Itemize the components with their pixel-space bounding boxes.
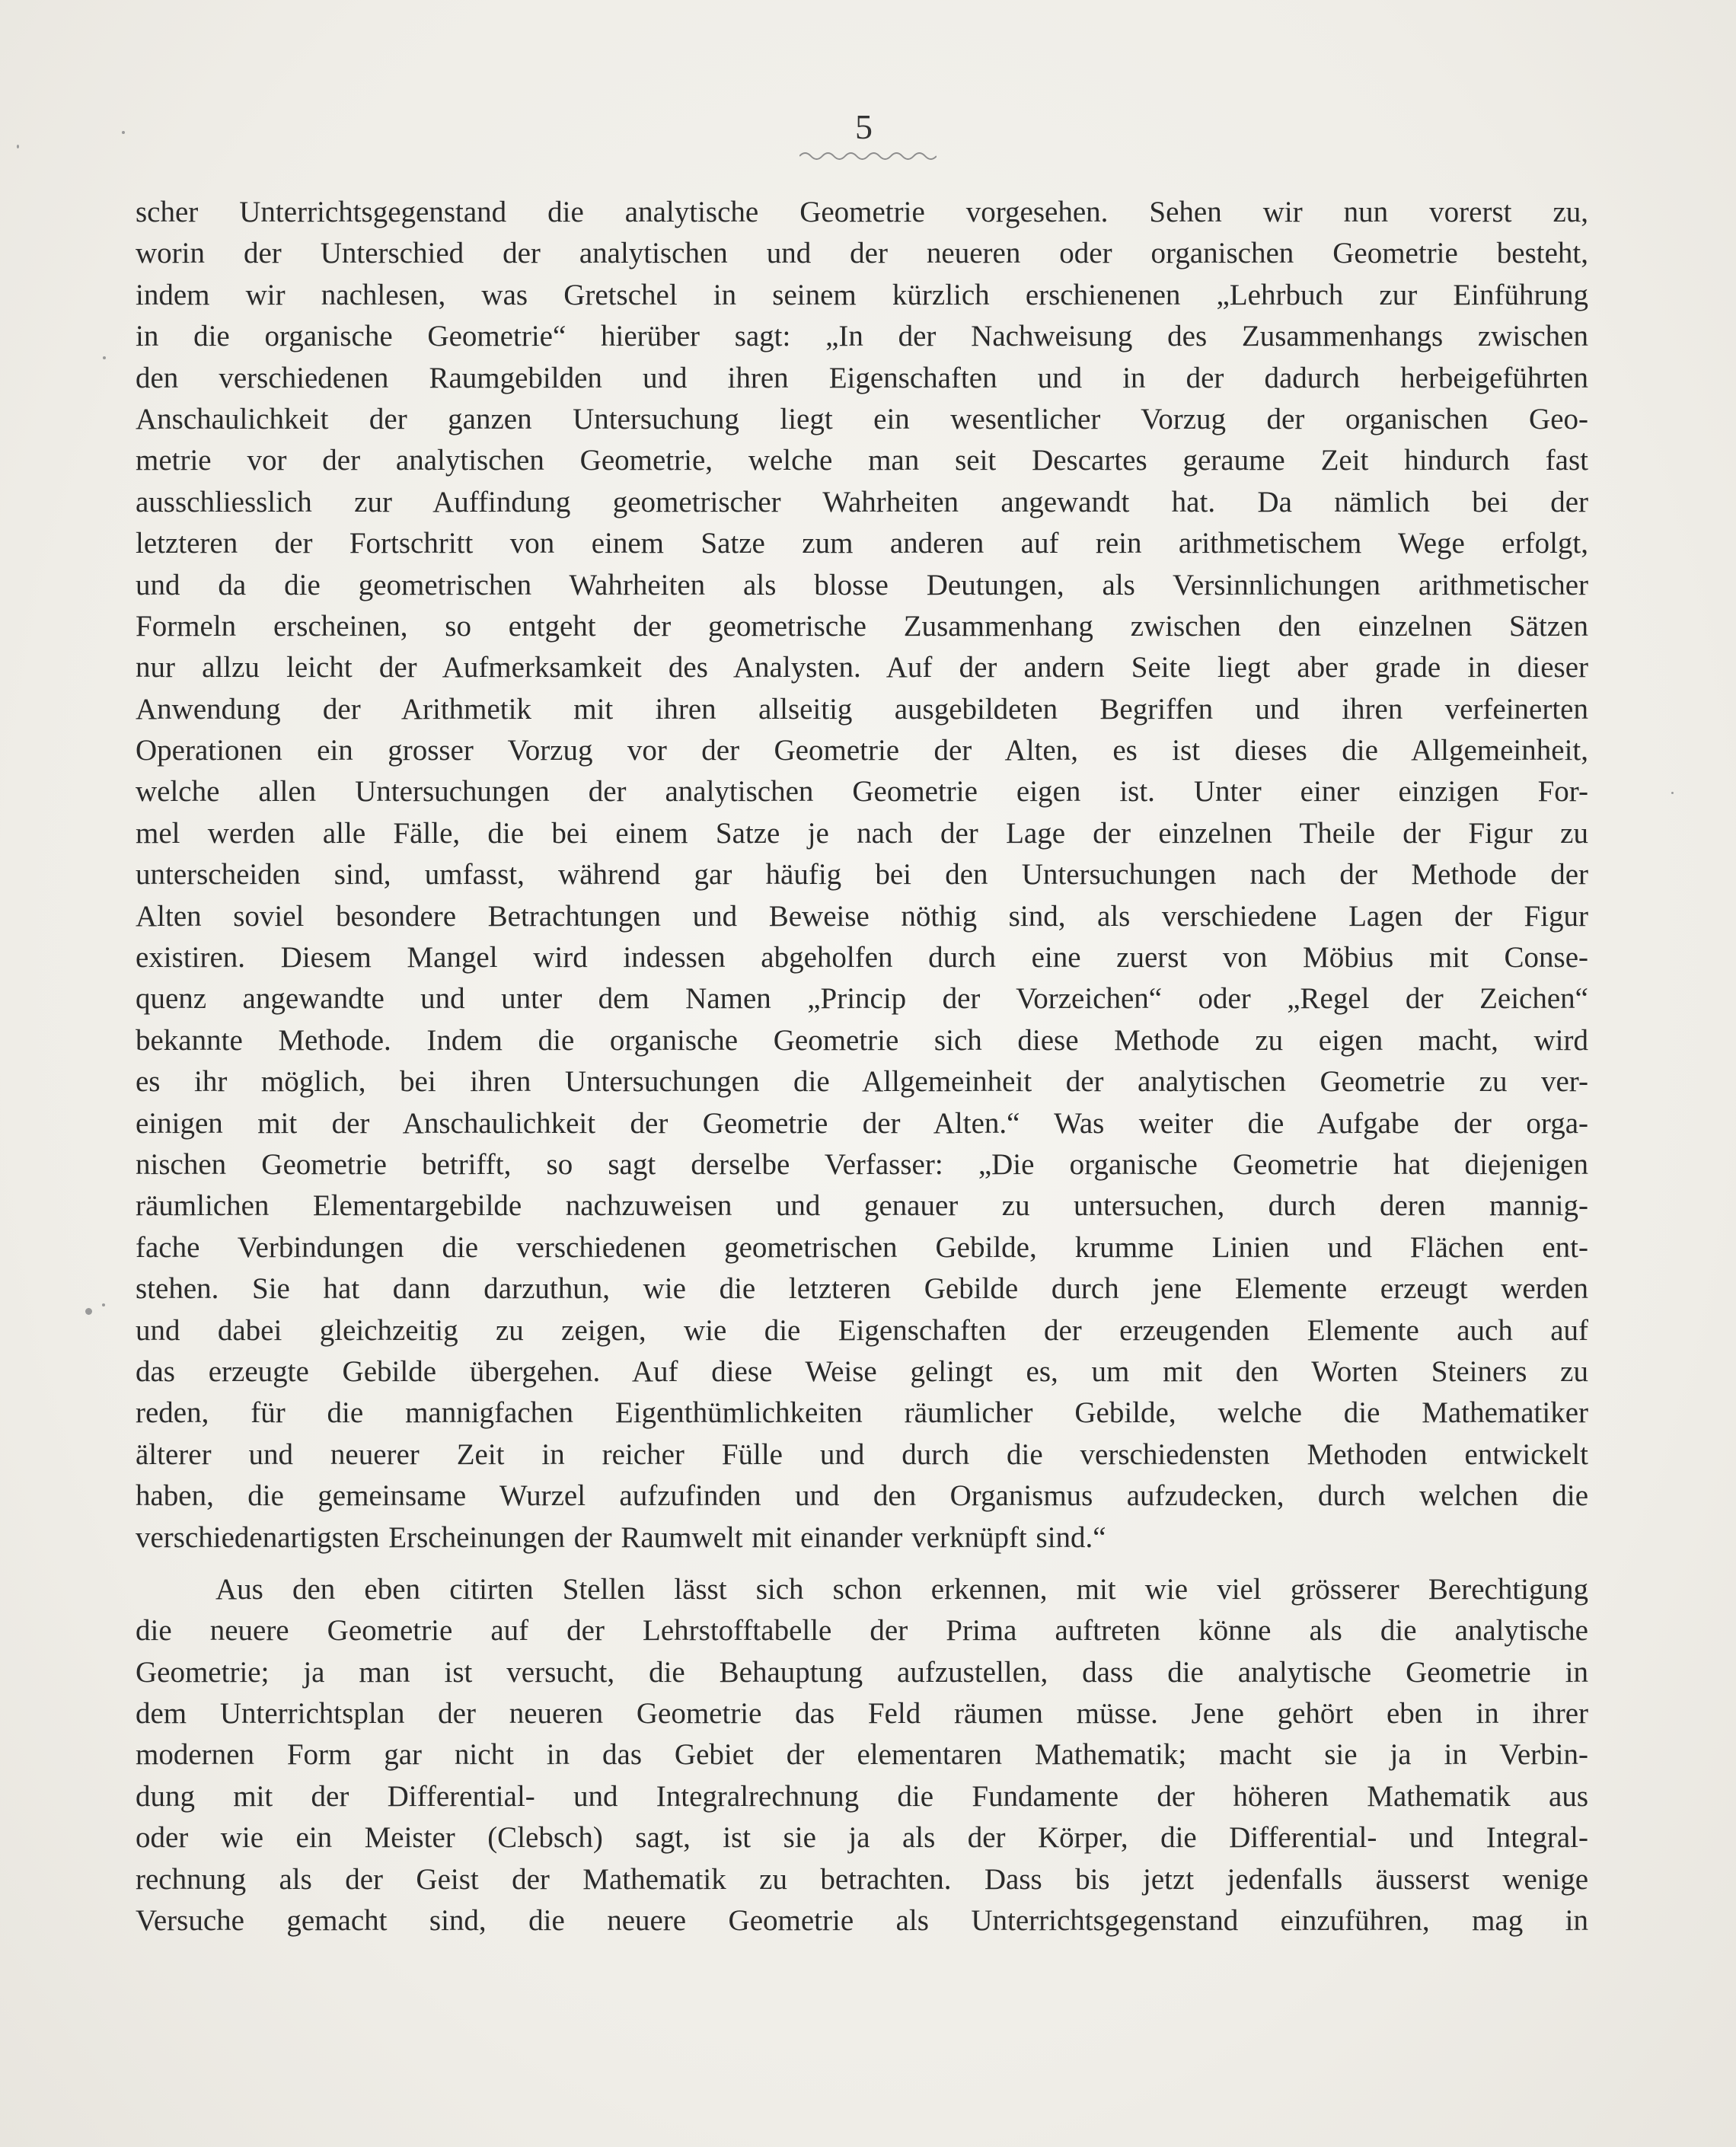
text-line: welche allen Untersuchungen der analytischen Geometrie eigen ist. Unter einer einzigen For- [136, 775, 1588, 809]
text-line: mel werden alle Fälle, die bei einem Satze je nach der Lage der einzelnen Theile der Figur zu [136, 816, 1588, 850]
text-line: haben, die gemeinsame Wurzel aufzufinden und den Organismus aufzudecken, durch welchen die [136, 1479, 1588, 1513]
paper-speck [85, 1308, 92, 1315]
text-line: oder wie ein Meister (Clebsch) sagt, ist sie ja als der Körper, die Differential- und Integral- [136, 1821, 1588, 1855]
text-line: rechnung als der Geist der Mathematik zu betrachten. Dass bis jetzt jedenfalls äusserst wenige [136, 1862, 1588, 1896]
text-line: nischen Geometrie betrifft, so sagt derselbe Verfasser: „Die organische Geometrie hat diejenigen [136, 1147, 1588, 1181]
paper-speck [17, 145, 19, 148]
text-line: Formeln erscheinen, so entgeht der geometrische Zusammenhang zwischen den einzelnen Sätzen [136, 609, 1588, 643]
text-line: dung mit der Differential- und Integralrechnung die Fundamente der höheren Mathematik aus [136, 1779, 1588, 1813]
paragraph [136, 1569, 1588, 1942]
text-line: das erzeugte Gebilde übergehen. Auf diese Weise gelingt es, um mit den Worten Steiners zu [136, 1354, 1588, 1388]
text-line: dem Unterrichtsplan der neueren Geometrie das Feld räumen müsse. Jene gehört eben in ihrer [136, 1697, 1588, 1731]
text-line: reden, für die mannigfachen Eigenthümlichkeiten räumlicher Gebilde, welche die Mathematiker [136, 1396, 1588, 1430]
text-line: räumlichen Elementargebilde nachzuweisen und genauer zu untersuchen, durch deren mannig- [136, 1189, 1588, 1223]
text-line: verschiedenartigsten Erscheinungen der Raumwelt mit einander verknüpft sind.“ [136, 1520, 1106, 1554]
paragraph [136, 192, 1588, 1558]
text-line: Alten soviel besondere Betrachtungen und Beweise nöthig sind, als verschiedene Lagen der Figur [136, 899, 1588, 933]
text-line: Anschaulichkeit der ganzen Untersuchung liegt ein wesentlicher Vorzug der organischen Geo- [136, 402, 1588, 435]
text-line: worin der Unterschied der analytischen und der neueren oder organischen Geometrie besteht, [136, 237, 1588, 270]
text-line: die neuere Geometrie auf der Lehrstofftabelle der Prima auftreten könne als die analytische [136, 1614, 1588, 1648]
text-line: modernen Form gar nicht in das Gebiet der elementaren Mathematik; macht sie ja in Verbin- [136, 1738, 1588, 1772]
text-line: quenz angewandte und unter dem Namen „Princip der Vorzeichen“ oder „Regel der Zeichen“ [136, 982, 1588, 1016]
body-text [136, 192, 1588, 1941]
text-line: und dabei gleichzeitig zu zeigen, wie die Eigenschaften der erzeugenden Elemente auch auf [136, 1313, 1588, 1347]
page-number: 5 [855, 107, 873, 146]
text-line: Versuche gemacht sind, die neuere Geometrie als Unterrichtsgegenstand einzuführen, mag in [136, 1904, 1588, 1938]
text-line: stehen. Sie hat dann darzuthun, wie die letzteren Gebilde durch jene Elemente erzeugt werden [136, 1272, 1588, 1306]
text-line: und da die geometrischen Wahrheiten als blosse Deutungen, als Versinnlichungen arithmetischer [136, 568, 1588, 601]
text-line: scher Unterrichtsgegenstand die analytische Geometrie vorgesehen. Sehen wir nun vorerst zu, [136, 196, 1588, 228]
text-line: Aus den eben citirten Stellen lässt sich schon erkennen, mit wie viel grösserer Berechtigung [215, 1572, 1588, 1606]
text-line: Geometrie; ja man ist versucht, die Behauptung aufzustellen, dass die analytische Geometrie in [136, 1655, 1588, 1689]
decorative-wavy-rule [799, 148, 937, 164]
text-line: bekannte Methode. Indem die organische Geometrie sich diese Methode zu eigen macht, wird [136, 1023, 1588, 1057]
text-line: älterer und neuerer Zeit in reicher Fülle und durch die verschiedensten Methoden entwickelt [136, 1437, 1588, 1471]
text-line: unterscheiden sind, umfasst, während gar häufig bei den Untersuchungen nach der Methode der [136, 858, 1588, 892]
text-line: nur allzu leicht der Aufmerksamkeit des Analysten. Auf der andern Seite liegt aber grade in dieser [136, 651, 1588, 684]
text-line: Operationen ein grosser Vorzug vor der Geometrie der Alten, es ist dieses die Allgemeinheit, [136, 734, 1588, 767]
paper-speck [1671, 792, 1674, 794]
paper-speck [103, 356, 106, 359]
text-line: Anwendung der Arithmetik mit ihren allseitig ausgebildeten Begriffen und ihren verfeinerten [136, 692, 1588, 726]
text-line: fache Verbindungen die verschiedenen geometrischen Gebilde, krumme Linien und Flächen ent- [136, 1230, 1588, 1264]
text-line: letzteren der Fortschritt von einem Satze zum anderen auf rein arithmetischem Wege erfolgt, [136, 527, 1588, 560]
text-line: existiren. Diesem Mangel wird indessen abgeholfen durch eine zuerst von Möbius mit Conse- [136, 941, 1588, 975]
paper-speck [102, 1303, 105, 1306]
text-line: es ihr möglich, bei ihren Untersuchungen die Allgemeinheit der analytischen Geometrie zu ver- [136, 1065, 1588, 1099]
text-line: einigen mit der Anschaulichkeit der Geometrie der Alten.“ Was weiter die Aufgabe der orga- [136, 1106, 1588, 1140]
text-line: den verschiedenen Raumgebilden und ihren Eigenschaften und in der dadurch herbeigeführten [136, 361, 1588, 394]
paragraph-gap [136, 1558, 1588, 1569]
paper-speck [122, 131, 125, 134]
text-line: ausschliesslich zur Auffindung geometrischer Wahrheiten angewandt hat. Da nämlich bei der [136, 485, 1588, 518]
text-line: metrie vor der analytischen Geometrie, welche man seit Descartes geraume Zeit hindurch fast [136, 444, 1588, 477]
text-line: in die organische Geometrie“ hierüber sagt: „In der Nachweisung des Zusammenhangs zwischen [136, 320, 1588, 353]
text-line: indem wir nachlesen, was Gretschel in seinem kürzlich erschienenen „Lehrbuch zur Einführung [136, 278, 1588, 311]
